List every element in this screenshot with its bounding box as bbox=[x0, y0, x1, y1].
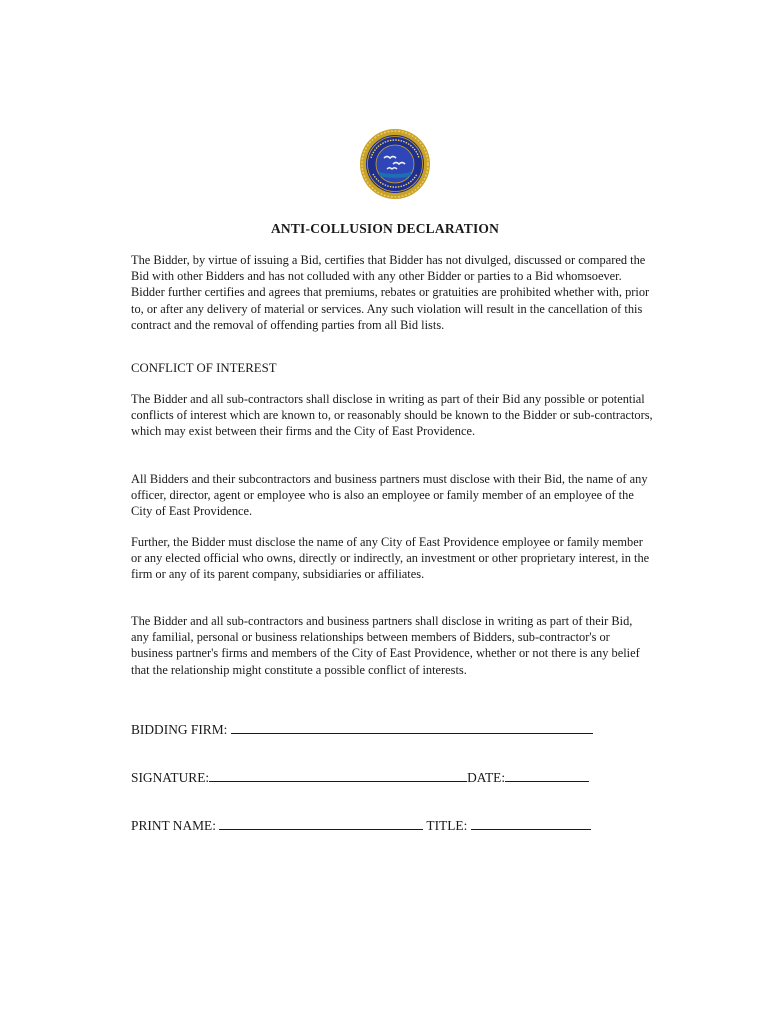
print-name-input[interactable] bbox=[219, 817, 423, 830]
conflict-paragraph-1: The Bidder and all sub-contractors shall disclose in writing as part of their Bid any possible or potential conflicts of interest which are known to, or reasonably should be known to the Bidder or sub-contractors, which may exist between their firms and the City of East Providence. bbox=[131, 392, 653, 439]
print-name-label: PRINT NAME: bbox=[131, 818, 216, 833]
document-title: ANTI-COLLUSION DECLARATION bbox=[270, 221, 500, 236]
signature-input[interactable] bbox=[209, 769, 467, 782]
intro-paragraph: The Bidder, by virtue of issuing a Bid, certifies that Bidder has not divulged, discussed or compared the Bid with other Bidders and has not colluded with any other Bidder or parties to a Bid whomsoever. Bidder further certifies and agrees that premiums, rebates or gratuities are prohibited whether with, prior to, or after any delivery of material or services. Any such violation will result in the cancellation of this contract and the removal of offending parties from all Bid lists. bbox=[131, 253, 650, 332]
signature-row bbox=[131, 769, 589, 786]
print-name-row bbox=[131, 817, 591, 834]
title-input[interactable] bbox=[471, 817, 591, 830]
conflict-paragraph-4: The Bidder and all sub-contractors and business partners shall disclose in writing as part of their Bid, any familial, personal or business relationships between members of Bidders, sub-contractor's or business partner's firms and members of the City of East Providence, whether or not there is any belief that the relationship might constitute a possible conflict of interests. bbox=[131, 614, 640, 677]
bidding-firm-row bbox=[131, 721, 593, 738]
date-input[interactable] bbox=[505, 769, 589, 782]
section-heading: CONFLICT OF INTEREST bbox=[131, 361, 277, 375]
date-label: DATE: bbox=[467, 770, 506, 785]
bidding-firm-input[interactable] bbox=[231, 721, 593, 734]
bidding-firm-label: BIDDING FIRM: bbox=[131, 722, 228, 737]
city-seal-icon bbox=[359, 128, 431, 200]
conflict-paragraph-2: All Bidders and their subcontractors and business partners must disclose with their Bid, the name of any officer, director, agent or employee who is also an employee or family member of an employee of the City of East Providence. bbox=[131, 472, 648, 519]
signature-label: SIGNATURE: bbox=[131, 770, 210, 785]
conflict-paragraph-3: Further, the Bidder must disclose the name of any City of East Providence employee or family member or any elected official who owns, directly or indirectly, an investment or other proprietary interest, in the firm or any of its parent company, subsidiaries or affiliates. bbox=[131, 535, 650, 582]
title-label: TITLE: bbox=[426, 818, 468, 833]
